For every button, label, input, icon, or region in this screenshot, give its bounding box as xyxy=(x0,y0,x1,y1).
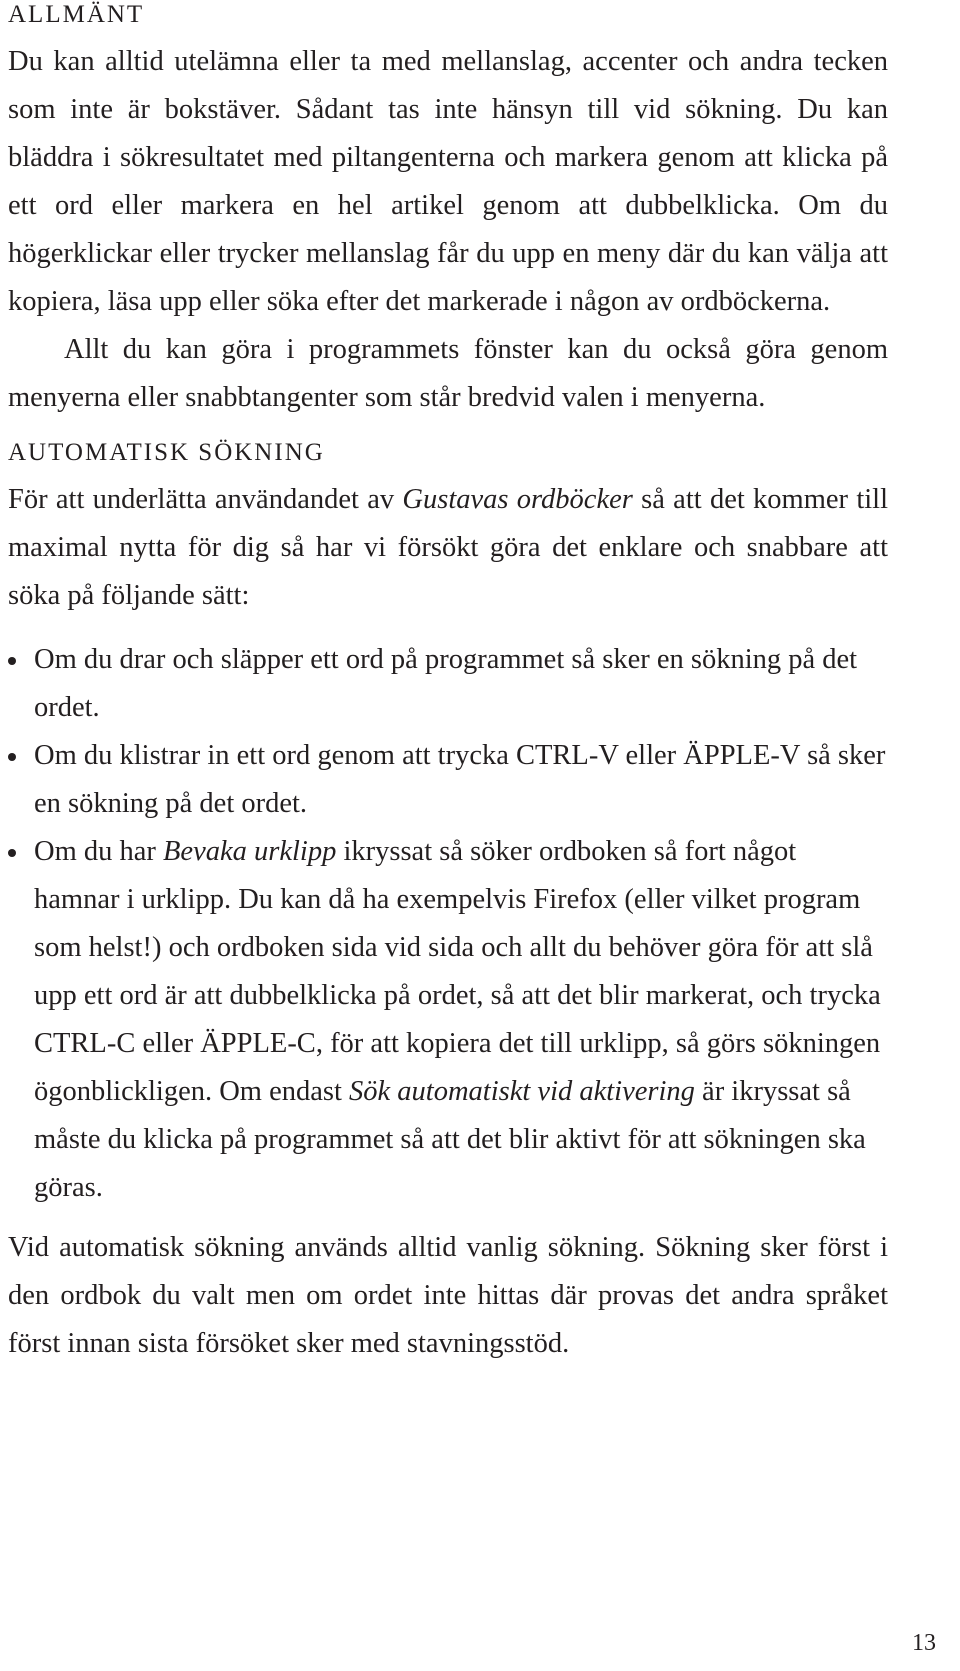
bullet-text: Om du klistrar in ett ord genom att trycka CTRL-V eller ÄPPLE-V så sker en sökning på det ordet. xyxy=(34,740,886,819)
bullet-icon xyxy=(8,657,16,665)
list-item xyxy=(8,636,888,732)
bullet-text-c: är ikryssat så måste du klicka på programmet så att det blir aktivt för att sökningen ska göras. xyxy=(34,1076,866,1203)
page-number: 13 xyxy=(912,1630,936,1656)
paragraph-general: Du kan alltid utelämna eller ta med mellanslag, accenter och andra tecken som inte är bokstäver. Sådant tas inte hänsyn till vid sökning. Du kan bläddra i sökresultatet med piltangenterna och markera genom att klicka på ett ord eller markera en hel artikel genom att dubbelklicka. Om du högerklickar eller trycker mellanslag får du upp en meny där du kan välja att kopiera, läsa upp eller söka efter det markerade i någon av ordböckerna. xyxy=(8,46,888,317)
bullet-text-b: ikryssat så söker ordboken så fort något hamnar i urklipp. Du kan då ha exempelvis Firefox (eller vilket program som helst!) och ordboken sida vid sida och allt du behöver göra för att slå upp ett ord är att dubbelklicka på ordet, så att det blir markerat, och trycka CTRL-C eller ÄPPLE-C, för att kopiera det till urklipp, så görs sökningen ögonblickligen. Om endast xyxy=(34,836,881,1107)
document-page xyxy=(8,0,888,1368)
paragraph-intro xyxy=(8,476,888,620)
bullet-text-a: Om du har xyxy=(34,836,164,867)
bullet-icon xyxy=(8,753,16,761)
section-heading-allmant: ALLMÄNT xyxy=(8,1,145,28)
intro-text-a: För att underlätta användandet av xyxy=(8,484,403,515)
bullet-italic-sok: Sök automatiskt vid aktivering xyxy=(349,1076,695,1107)
paragraph-menus: Allt du kan göra i programmets fönster kan du också göra genom menyerna eller snabbtangenter som står bredvid valen i menyerna. xyxy=(8,334,888,413)
bullet-icon xyxy=(8,849,16,857)
bullet-italic-bevaka: Bevaka urklipp xyxy=(163,836,337,867)
intro-italic-title: Gustavas ordböcker xyxy=(402,484,633,515)
bullet-list xyxy=(8,636,888,1212)
paragraph-closing: Vid automatisk sökning används alltid vanlig sökning. Sökning sker först i den ordbok du valt men om ordet inte hittas där provas det andra språket först innan sista försöket sker med stavningsstöd. xyxy=(8,1232,888,1359)
bullet-text: Om du drar och släpper ett ord på programmet så sker en sökning på det ordet. xyxy=(34,644,858,723)
intro-text-b: så att det kommer till maximal nytta för dig så har vi försökt göra det enklare och snabbare att söka på följande sätt: xyxy=(8,484,888,611)
list-item xyxy=(8,828,888,1212)
list-item xyxy=(8,732,888,828)
section-heading-automatic-search: AUTOMATISK SÖKNING xyxy=(8,439,325,466)
